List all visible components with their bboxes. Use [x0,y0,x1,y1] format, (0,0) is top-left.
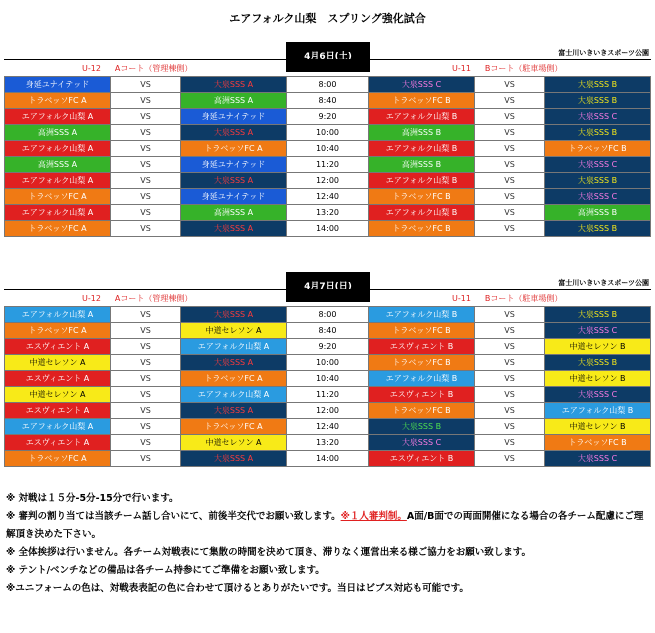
date-label: 4月6日(土) [286,42,370,72]
vs-label: VS [475,419,545,435]
team-cell: 大泉SSS C [545,109,651,125]
team-cell: 身延ユナイテッド [5,77,111,93]
table-header [4,59,651,76]
match-time: 10:40 [287,371,369,387]
match-time: 11:20 [287,157,369,173]
team-cell: トラベッソFC A [5,323,111,339]
team-cell: 中道セレソン A [5,387,111,403]
team-cell: 高洲SSS A [5,125,111,141]
table-row [5,93,651,109]
vs-label: VS [475,339,545,355]
table-row [5,221,651,237]
team-cell: エアフォルク山梨 B [369,307,475,323]
team-cell: エスヴィエント A [5,435,111,451]
team-cell: 大泉SSS B [545,355,651,371]
vs-label: VS [111,371,181,387]
team-cell: 大泉SSS A [181,77,287,93]
table-row [5,125,651,141]
vs-label: VS [475,307,545,323]
vs-label: VS [475,93,545,109]
team-cell: 大泉SSS A [181,403,287,419]
team-cell: エアフォルク山梨 B [369,141,475,157]
team-cell: 大泉SSS B [545,307,651,323]
team-cell: 中道セレソン B [545,371,651,387]
team-cell: 中道セレソン A [181,323,287,339]
note-2-highlight: ※１人審判制。 [340,511,407,522]
vs-label: VS [475,355,545,371]
table-row [5,435,651,451]
vs-label: VS [111,355,181,371]
vs-label: VS [111,403,181,419]
venue-label: 富士川いきいきスポーツ公園 [558,49,649,57]
team-cell: エアフォルク山梨 B [369,109,475,125]
table-row [5,141,651,157]
team-cell: 中道セレソン B [545,419,651,435]
note-5: ※ユニフォームの色は、対戦表表記の色に合わせて頂けるとありがたいです。当日はビブス対応も可能です。 [6,583,469,594]
vs-label: VS [475,221,545,237]
vs-label: VS [111,173,181,189]
page-title: エアフォルク山梨 スプリング強化試合 [229,12,426,25]
table-row [5,307,651,323]
table-row [5,77,651,93]
team-cell: エアフォルク山梨 A [5,419,111,435]
team-cell: 高洲SSS A [181,93,287,109]
vs-label: VS [475,157,545,173]
team-cell: 大泉SSS C [545,189,651,205]
team-cell: トラベッソFC A [181,371,287,387]
team-cell: 高洲SSS A [181,205,287,221]
match-time: 14:00 [287,221,369,237]
team-cell: 大泉SSS B [545,221,651,237]
vs-label: VS [475,109,545,125]
vs-label: VS [475,403,545,419]
team-cell: エアフォルク山梨 B [369,371,475,387]
team-cell: 大泉SSS B [369,419,475,435]
team-cell: トラベッソFC A [5,189,111,205]
left-header: U-12 Aコート（管理棟側） [82,64,193,73]
team-cell: 大泉SSS B [545,93,651,109]
team-cell: 高洲SSS B [369,125,475,141]
vs-label: VS [111,141,181,157]
table-row [5,387,651,403]
team-cell: 大泉SSS A [181,451,287,467]
table-row [5,355,651,371]
vs-label: VS [111,157,181,173]
match-time: 12:40 [287,419,369,435]
team-cell: 大泉SSS B [545,77,651,93]
team-cell: エアフォルク山梨 B [369,173,475,189]
table-row [5,205,651,221]
team-cell: トラベッソFC B [369,189,475,205]
team-cell: トラベッソFC B [545,141,651,157]
team-cell: トラベッソFC A [5,221,111,237]
vs-label: VS [475,125,545,141]
team-cell: 身延ユナイテッド [181,109,287,125]
team-cell: エスヴィエント A [5,339,111,355]
team-cell: エスヴィエント B [369,339,475,355]
team-cell: 大泉SSS A [181,173,287,189]
team-cell: トラベッソFC B [369,221,475,237]
match-time: 9:20 [287,339,369,355]
right-header: U-11 Bコート（駐車場側） [452,294,563,303]
vs-label: VS [111,125,181,141]
team-cell: エスヴィエント A [5,371,111,387]
table-row [5,109,651,125]
match-time: 12:40 [287,189,369,205]
vs-label: VS [475,323,545,339]
team-cell: エスヴィエント A [5,403,111,419]
table-row [5,173,651,189]
vs-label: VS [475,371,545,387]
vs-label: VS [111,387,181,403]
vs-label: VS [111,93,181,109]
team-cell: エアフォルク山梨 B [369,205,475,221]
match-time: 14:00 [287,451,369,467]
team-cell: エアフォルク山梨 A [5,205,111,221]
vs-label: VS [475,205,545,221]
vs-label: VS [111,77,181,93]
vs-label: VS [111,451,181,467]
team-cell: 大泉SSS C [369,435,475,451]
team-cell: エアフォルク山梨 B [545,403,651,419]
notes [6,490,651,598]
table-row [5,403,651,419]
team-cell: 大泉SSS B [545,125,651,141]
team-cell: トラベッソFC A [181,141,287,157]
team-cell: エアフォルク山梨 A [5,109,111,125]
match-time: 8:40 [287,93,369,109]
team-cell: 大泉SSS C [545,451,651,467]
vs-label: VS [111,307,181,323]
vs-label: VS [475,173,545,189]
team-cell: エアフォルク山梨 A [5,307,111,323]
team-cell: トラベッソFC B [369,355,475,371]
team-cell: 身延ユナイテッド [181,157,287,173]
team-cell: 高洲SSS B [545,205,651,221]
venue-label: 富士川いきいきスポーツ公園 [558,279,649,287]
table-row [5,339,651,355]
team-cell: エアフォルク山梨 A [5,173,111,189]
match-time: 13:20 [287,205,369,221]
team-cell: 大泉SSS A [181,125,287,141]
table-row [5,451,651,467]
table-header [4,289,651,306]
vs-label: VS [475,141,545,157]
team-cell: 中道セレソン A [5,355,111,371]
vs-label: VS [111,323,181,339]
vs-label: VS [111,435,181,451]
team-cell: トラベッソFC B [369,93,475,109]
right-header: U-11 Bコート（駐車場側） [452,64,563,73]
note-1: ※ 対戦は１５分-5分-15分で行います。 [6,493,179,504]
match-time: 8:40 [287,323,369,339]
team-cell: 中道セレソン A [181,435,287,451]
team-cell: トラベッソFC A [5,93,111,109]
vs-label: VS [111,109,181,125]
note-4: ※ テント/ベンチなどの備品は各チーム持参にてご準備をお願い致します。 [6,565,325,576]
team-cell: エアフォルク山梨 A [5,141,111,157]
team-cell: 大泉SSS A [181,307,287,323]
vs-label: VS [111,205,181,221]
note-2: ※ 審判の割り当ては当該チーム話し合いにて、前後半交代でお願い致します。※１人審判制。A面/B面での両面開催になる場合の各チーム配慮にご理解頂き決めた下さい。 [6,511,644,540]
team-cell: 大泉SSS B [545,173,651,189]
vs-label: VS [475,451,545,467]
team-cell: トラベッソFC B [369,323,475,339]
table-row [5,323,651,339]
table-row [5,371,651,387]
team-cell: エアフォルク山梨 A [181,387,287,403]
team-cell: 大泉SSS C [545,323,651,339]
match-time: 8:00 [287,307,369,323]
table-row [5,419,651,435]
team-cell: トラベッソFC B [545,435,651,451]
match-table [4,306,651,467]
note-3: ※ 全体挨拶は行いません。各チーム対戦表にて集散の時間を決めて頂き、滞りなく運営出来る様ご協力をお願い致します。 [6,547,531,558]
vs-label: VS [475,435,545,451]
team-cell: エスヴィエント B [369,387,475,403]
table-row [5,189,651,205]
vs-label: VS [111,419,181,435]
vs-label: VS [475,189,545,205]
vs-label: VS [475,77,545,93]
team-cell: トラベッソFC A [5,451,111,467]
match-time: 9:20 [287,109,369,125]
team-cell: 大泉SSS C [545,157,651,173]
team-cell: エアフォルク山梨 A [181,339,287,355]
match-time: 12:00 [287,403,369,419]
team-cell: 大泉SSS A [181,355,287,371]
match-time: 13:20 [287,435,369,451]
vs-label: VS [111,339,181,355]
table-row [5,157,651,173]
match-time: 12:00 [287,173,369,189]
match-time: 8:00 [287,77,369,93]
match-table [4,76,651,237]
team-cell: 大泉SSS A [181,221,287,237]
left-header: U-12 Aコート（管理棟側） [82,294,193,303]
team-cell: 中道セレソン B [545,339,651,355]
team-cell: トラベッソFC A [181,419,287,435]
match-time: 10:00 [287,125,369,141]
team-cell: 高洲SSS B [369,157,475,173]
date-label: 4月7日(日) [286,272,370,302]
vs-label: VS [111,221,181,237]
vs-label: VS [475,387,545,403]
team-cell: 大泉SSS C [369,77,475,93]
match-time: 11:20 [287,387,369,403]
match-time: 10:40 [287,141,369,157]
team-cell: エスヴィエント B [369,451,475,467]
match-time: 10:00 [287,355,369,371]
team-cell: 大泉SSS C [545,387,651,403]
vs-label: VS [111,189,181,205]
team-cell: 身延ユナイテッド [181,189,287,205]
team-cell: 高洲SSS A [5,157,111,173]
team-cell: トラベッソFC B [369,403,475,419]
